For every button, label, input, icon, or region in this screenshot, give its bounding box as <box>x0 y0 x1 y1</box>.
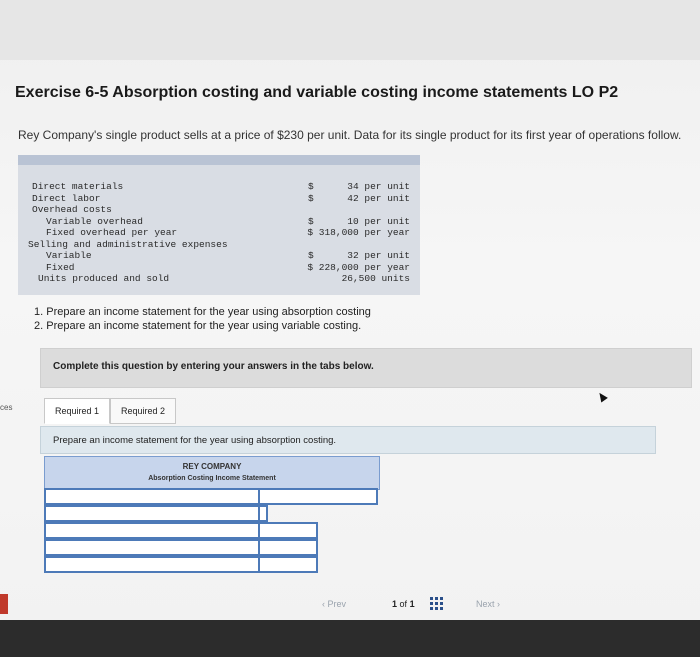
statement-row <box>44 505 268 522</box>
cost-label: Fixed overhead per year <box>46 227 178 238</box>
prev-button[interactable]: ‹ Prev <box>322 599 347 609</box>
tab-required-2[interactable]: Required 2 <box>110 398 176 424</box>
grid-menu-icon[interactable] <box>430 597 443 610</box>
statement-amount-input[interactable] <box>260 558 316 571</box>
cost-row <box>18 181 418 192</box>
cost-currency: $ <box>308 192 314 204</box>
top-band <box>0 0 700 60</box>
cost-label: Selling and administrative expenses <box>28 238 228 250</box>
cost-row <box>18 204 418 215</box>
side-tab[interactable] <box>0 594 8 614</box>
cost-amount: $ 318,000 per year <box>307 227 410 238</box>
banner-text: Complete this question by entering your answers in the tabs below. <box>53 361 374 372</box>
cost-label: Fixed <box>46 261 75 273</box>
statement-row <box>44 556 318 573</box>
cost-row <box>18 216 418 227</box>
statement-label-input[interactable] <box>46 558 258 571</box>
cost-row <box>18 250 418 261</box>
cost-amount: 42 per unit <box>347 192 410 204</box>
cost-label: Variable <box>46 250 92 261</box>
cost-amount: 32 per unit <box>347 250 410 261</box>
statement-row <box>44 522 318 539</box>
cost-row <box>18 193 418 204</box>
pagination <box>300 595 540 615</box>
cost-amount: 26,500 units <box>341 273 410 284</box>
task-list <box>34 305 371 333</box>
task-item: 2. Prepare an income statement for the year using variable costing. <box>34 320 362 332</box>
cost-amount: $ 228,000 per year <box>307 261 410 273</box>
statement-name: Absorption Costing Income Statement <box>148 475 276 482</box>
cost-currency: $ <box>308 250 314 261</box>
instruction-text: Prepare an income statement for the year using absorption costing. <box>53 435 337 446</box>
instruction-bar <box>40 426 656 454</box>
instructions-banner <box>40 348 692 388</box>
cost-row <box>18 273 418 284</box>
exercise-title: Exercise 6-5 Absorption costing and variable costing income statements LO P2 <box>15 84 619 101</box>
bottom-band <box>0 620 700 657</box>
cost-row <box>18 262 418 273</box>
statement-label-input[interactable] <box>46 541 258 554</box>
exercise-intro: Rey Company's single product sells at a price of $230 per unit. Data for its single product for its first year of operations follow. <box>18 128 682 142</box>
cost-label: Units produced and sold <box>38 273 170 284</box>
mouse-cursor-icon <box>596 391 608 403</box>
statement-amount-input[interactable] <box>260 507 266 520</box>
cost-currency: $ <box>308 215 314 227</box>
statement-amount-input[interactable] <box>260 541 316 554</box>
cost-row <box>18 239 418 250</box>
cost-label: Variable overhead <box>46 215 143 227</box>
cost-row <box>18 227 418 238</box>
next-button[interactable]: Next › <box>476 599 501 609</box>
cost-label: Direct materials <box>32 181 124 192</box>
statement-row <box>44 539 318 556</box>
cost-currency: $ <box>308 181 314 192</box>
page-counter: 1 of 1 <box>392 599 415 609</box>
statement-label-input[interactable] <box>46 507 258 520</box>
cost-label: Direct labor <box>32 192 101 204</box>
cost-label: Overhead costs <box>32 204 112 215</box>
statement-header <box>44 456 380 490</box>
cost-amount: 34 per unit <box>347 181 410 192</box>
statement-amount-input[interactable] <box>260 490 376 503</box>
cost-amount: 10 per unit <box>347 215 410 227</box>
company-name: REY COMPANY <box>182 462 242 471</box>
task-item: 1. Prepare an income statement for the year using absorption costing <box>34 306 371 318</box>
side-fragment: ces <box>0 403 13 412</box>
statement-label-input[interactable] <box>46 490 258 503</box>
statement-amount-input[interactable] <box>260 524 316 537</box>
cost-data-table <box>18 155 420 295</box>
tab-required-1[interactable]: Required 1 <box>44 398 110 424</box>
statement-row <box>44 488 378 505</box>
statement-label-input[interactable] <box>46 524 258 537</box>
